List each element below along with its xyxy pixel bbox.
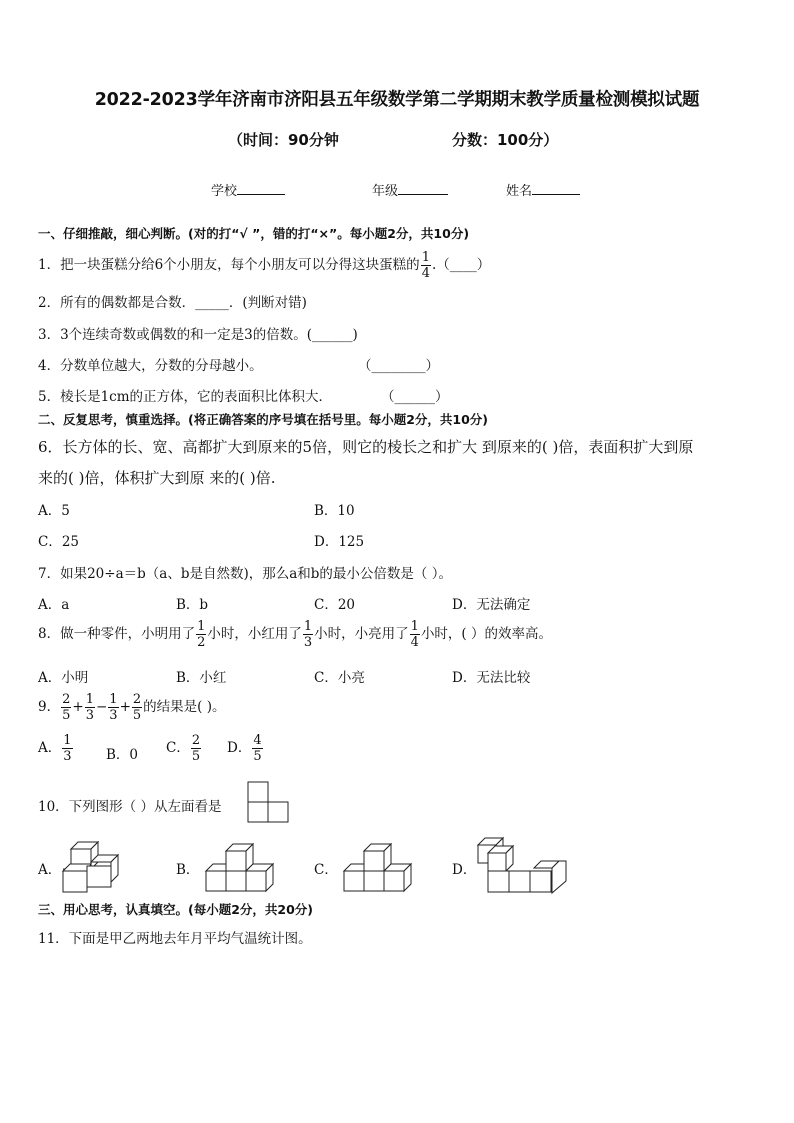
denominator: 2: [197, 635, 206, 650]
name-field: [506, 180, 580, 199]
question-1: [38, 250, 490, 281]
numerator: 1: [63, 733, 72, 748]
question-8: [38, 619, 552, 650]
option-label: D．: [227, 740, 252, 756]
numerator: 2: [132, 692, 142, 707]
question-8-text: 小时，小红用了: [207, 626, 302, 642]
option-c-cube-figure: [343, 843, 409, 893]
question-7: 7．如果20÷a＝b（a、b是自然数)，那么a和b的最小公倍数是（ ）。: [38, 566, 452, 582]
option-label: C．: [166, 740, 190, 756]
option-a-cube-figure: [62, 838, 122, 894]
numerator: 1: [421, 250, 430, 265]
fraction: [61, 692, 71, 723]
question-8-text: 8．做一种零件，小明用了: [38, 626, 196, 642]
question-9-number: 9．: [38, 699, 61, 715]
denominator: 4: [421, 266, 430, 281]
question-9-option-d: [227, 733, 264, 764]
question-9-option-a: [38, 733, 74, 764]
grade-field: [372, 180, 448, 199]
school-label: 学校: [211, 184, 238, 199]
exam-time: （时间：90分钟: [228, 131, 339, 149]
denominator: 5: [191, 749, 201, 764]
question-6-line-2: 来的( )倍，体积扩大到原 来的( )倍.: [38, 469, 276, 487]
name-label: 姓名: [506, 184, 533, 199]
denominator: 5: [253, 749, 262, 764]
answer-blank: .（____）: [431, 257, 491, 273]
numerator: 1: [197, 619, 206, 634]
operator: −: [95, 699, 108, 715]
question-4: 4．分数单位越大，分数的分母越小。: [38, 358, 263, 374]
question-10-option-b: B．: [176, 862, 200, 878]
numerator: 1: [85, 692, 94, 707]
denominator: 4: [410, 635, 419, 650]
question-7-option-a: A．a: [38, 597, 70, 613]
numerator: 1: [303, 619, 313, 634]
operator: +: [72, 699, 84, 715]
fraction: [132, 692, 142, 723]
denominator: 5: [132, 708, 142, 723]
numerator: 2: [62, 692, 71, 707]
school-field: [211, 180, 285, 199]
question-10-option-d: D．: [452, 862, 477, 878]
denominator: 3: [109, 708, 118, 723]
question-11: 11．下面是甲乙两地去年月平均气温统计图。: [38, 931, 312, 947]
numerator: 4: [253, 733, 262, 748]
fraction: [421, 250, 431, 281]
numerator: 2: [191, 733, 201, 748]
numerator: 1: [109, 692, 118, 707]
exam-score: 分数：100分）: [452, 131, 559, 149]
fraction: [196, 619, 206, 650]
fraction: [303, 619, 313, 650]
numerator: 1: [410, 619, 419, 634]
school-blank: [237, 180, 285, 195]
question-10: 10．下列图形（ ）从左面看是: [38, 799, 222, 815]
fraction: [62, 733, 72, 764]
grade-label: 年级: [372, 184, 399, 199]
denominator: 3: [63, 749, 72, 764]
question-8-option-c: C．小亮: [314, 670, 365, 686]
question-8-option-d: D．无法比较: [452, 670, 531, 686]
section-1-heading: 一、仔细推敲，细心判断。(对的打“√ ”，错的打“×”。每小题2分，共10分): [38, 226, 470, 241]
option-label: A．: [38, 740, 62, 756]
operator: +: [119, 699, 131, 715]
option-d-cube-figure: [474, 837, 570, 895]
page-title: 2022-2023学年济南市济阳县五年级数学第二学期期末教学质量检测模拟试题: [94, 90, 700, 110]
question-6-line-1: 6．长方体的长、宽、高都扩大到原来的5倍，则它的棱长之和扩大 到原来的( )倍，表面积扩大到原: [38, 438, 694, 456]
question-3: 3．3个连续奇数或偶数的和一定是3的倍数。(______): [38, 327, 358, 343]
section-3-heading: 三、用心思考，认真填空。(每小题2分，共20分): [38, 902, 314, 917]
fraction: [252, 733, 262, 764]
question-4-blank: （________）: [358, 358, 439, 374]
denominator: 3: [85, 708, 94, 723]
question-7-option-c: C．20: [314, 597, 356, 613]
question-5-blank: （______）: [381, 389, 449, 405]
question-6-option-b: B．10: [314, 503, 355, 519]
question-10-option-a: A．: [38, 862, 62, 878]
question-5: 5．棱长是1cm的正方体，它的表面积比体积大．: [38, 389, 333, 405]
fraction: [410, 619, 420, 650]
question-7-option-b: B．b: [176, 597, 209, 613]
left-view-figure: [247, 781, 291, 825]
question-8-text: 小时，( ）的效率高。: [420, 626, 552, 642]
question-6-option-a: A．5: [38, 503, 70, 519]
fraction: [191, 733, 201, 764]
denominator: 5: [62, 708, 71, 723]
question-1-text: 1．把一块蛋糕分给6个小朋友，每个小朋友可以分得这块蛋糕的: [38, 257, 420, 273]
question-6-option-c: C．25: [38, 534, 80, 550]
question-2: 2．所有的偶数都是合数．_____．(判断对错): [38, 295, 307, 311]
fraction: [108, 692, 118, 723]
question-9-option-c: [166, 733, 202, 764]
denominator: 3: [303, 635, 313, 650]
grade-blank: [398, 180, 448, 195]
question-9-text: 的结果是( )。: [143, 699, 226, 715]
question-6-option-d: D．125: [314, 534, 365, 550]
option-b-cube-figure: [205, 843, 271, 893]
question-7-option-d: D．无法确定: [452, 597, 531, 613]
question-9: [38, 692, 225, 723]
name-blank: [532, 180, 580, 195]
question-9-option-b: B．0: [106, 747, 139, 763]
question-8-text: 小时，小亮用了: [314, 626, 409, 642]
fraction: [85, 692, 95, 723]
question-10-option-c: C．: [314, 862, 338, 878]
question-8-option-b: B．小红: [176, 670, 227, 686]
section-2-heading: 二、反复思考，慎重选择。(将正确答案的序号填在括号里。每小题2分，共10分): [38, 412, 489, 427]
question-8-option-a: A．小明: [38, 670, 89, 686]
